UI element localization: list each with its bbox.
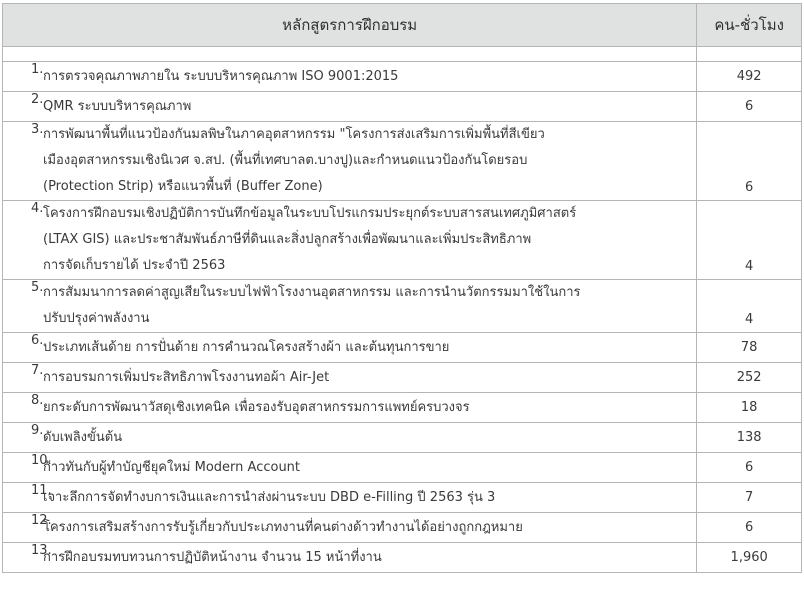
- course-item: [3, 543, 696, 572]
- course-title-line: ยกระดับการพัฒนาวัสดุเชิงเทคนิค เพื่อรองรับอุตสาหกรรมการแพทย์ครบวงจร: [43, 400, 470, 415]
- header-row: [3, 4, 802, 47]
- course-title: [43, 201, 696, 279]
- course-cell: [3, 122, 697, 201]
- table-row: [3, 393, 802, 423]
- hours-cell: 7: [697, 483, 802, 513]
- spacer-cell: [3, 47, 697, 62]
- course-title: [43, 543, 696, 572]
- course-title-line: ปรับปรุงค่าพลังงาน: [43, 311, 150, 326]
- table-row: [3, 92, 802, 122]
- course-title-line: การฝึกอบรมทบทวนการปฏิบัติหน้างาน จำนวน 15 หน้าที่งาน: [43, 550, 382, 565]
- course-title: [43, 92, 696, 121]
- row-number: 3.: [31, 122, 44, 137]
- course-cell: [3, 280, 697, 333]
- course-title-line: ดับเพลิงขั้นต้น: [43, 430, 123, 445]
- row-number: 4.: [31, 201, 44, 216]
- course-title: [43, 423, 696, 452]
- course-title-line: การอบรมการเพิ่มประสิทธิภาพโรงงานทอผ้า Air-Jet: [43, 370, 330, 385]
- course-title-line: QMR ระบบบริหารคุณภาพ: [43, 99, 192, 114]
- course-title-line: เจาะลึกการจัดทำงบการเงินและการนำส่งผ่านระบบ DBD e-Filling ปี 2563 รุ่น 3: [43, 490, 496, 505]
- course-title: [43, 122, 696, 200]
- hours-cell: 4: [697, 201, 802, 280]
- hours-cell: 6: [697, 453, 802, 483]
- row-number: 12.: [31, 513, 52, 528]
- course-title: [43, 62, 696, 91]
- course-title-line: เมืองอุตสาหกรรมเชิงนิเวศ จ.สป. (พื้นที่เทศบาลต.บางปู)และกำหนดแนวป้องกันโดยรอบ: [43, 153, 528, 168]
- table-row: [3, 363, 802, 393]
- hours-cell: 6: [697, 122, 802, 201]
- course-cell: [3, 333, 697, 363]
- header-hours: คน-ชั่วโมง: [697, 4, 802, 47]
- course-item: [3, 423, 696, 452]
- course-item: [3, 453, 696, 482]
- course-item: [3, 122, 696, 200]
- course-cell: [3, 92, 697, 122]
- course-title: [43, 280, 696, 332]
- course-title-line: (LTAX GIS) และประชาสัมพันธ์ภาษีที่ดินและสิ่งปลูกสร้างเพื่อพัฒนาและเพิ่มประสิทธิภาพ: [43, 232, 532, 247]
- course-title: [43, 483, 696, 512]
- course-title: [43, 513, 696, 542]
- course-title: [43, 363, 696, 392]
- row-number: 13.: [31, 543, 52, 558]
- hours-cell: 6: [697, 513, 802, 543]
- hours-cell: 252: [697, 363, 802, 393]
- spacer-row: [3, 47, 802, 62]
- table-row: [3, 62, 802, 92]
- course-title: [43, 333, 696, 362]
- course-cell: [3, 62, 697, 92]
- course-item: [3, 92, 696, 121]
- table-row: [3, 122, 802, 201]
- table-row: [3, 513, 802, 543]
- row-number: 1.: [31, 62, 44, 77]
- course-item: [3, 393, 696, 422]
- course-item: [3, 280, 696, 332]
- table-row: [3, 333, 802, 363]
- course-item: [3, 363, 696, 392]
- course-title-line: ประเภทเส้นด้าย การปั่นด้าย การคำนวณโครงสร้างผ้า และต้นทุนการขาย: [43, 340, 450, 355]
- row-number: 8.: [31, 393, 44, 408]
- course-title: [43, 393, 696, 422]
- hours-cell: 138: [697, 423, 802, 453]
- course-title-line: การพัฒนาพื้นที่แนวป้องกันมลพิษในภาคอุตสาหกรรม "โครงการส่งเสริมการเพิ่มพื้นที่สีเขียว: [43, 127, 545, 142]
- hours-cell: 78: [697, 333, 802, 363]
- table-row: [3, 280, 802, 333]
- course-cell: [3, 393, 697, 423]
- course-cell: [3, 363, 697, 393]
- course-item: [3, 513, 696, 542]
- row-number: 6.: [31, 333, 44, 348]
- course-title-line: การจัดเก็บรายได้ ประจำปี 2563: [43, 258, 226, 273]
- course-item: [3, 201, 696, 279]
- hours-cell: 492: [697, 62, 802, 92]
- course-item: [3, 483, 696, 512]
- course-cell: [3, 513, 697, 543]
- row-number: 10.: [31, 453, 52, 468]
- course-cell: [3, 423, 697, 453]
- hours-cell: 4: [697, 280, 802, 333]
- course-cell: [3, 201, 697, 280]
- row-number: 9.: [31, 423, 44, 438]
- course-title-line: ก้าวทันกับผู้ทำบัญชียุคใหม่ Modern Account: [43, 460, 301, 475]
- course-cell: [3, 543, 697, 573]
- course-item: [3, 333, 696, 362]
- table-row: [3, 543, 802, 573]
- table-row: [3, 453, 802, 483]
- table-row: [3, 201, 802, 280]
- course-cell: [3, 453, 697, 483]
- row-number: 7.: [31, 363, 44, 378]
- course-cell: [3, 483, 697, 513]
- training-courses-table: [2, 3, 802, 573]
- course-title: [43, 453, 696, 482]
- row-number: 2.: [31, 92, 44, 107]
- course-title-line: (Protection Strip) หรือแนวพื้นที่ (Buffer Zone): [43, 179, 323, 194]
- table-row: [3, 423, 802, 453]
- course-title-line: โครงการฝึกอบรมเชิงปฏิบัติการบันทึกข้อมูลในระบบโปรแกรมประยุกต์ระบบสารสนเทศภูมิศาสตร์: [43, 206, 577, 221]
- row-number: 5.: [31, 280, 44, 295]
- course-title-line: โครงการเสริมสร้างการรับรู้เกี่ยวกับประเภทงานที่คนต่างด้าวทำงานได้อย่างถูกกฎหมาย: [43, 520, 523, 535]
- course-title-line: การสัมมนาการลดค่าสูญเสียในระบบไฟฟ้าโรงงานอุตสาหกรรม และการนำนวัตกรรมมาใช้ในการ: [43, 285, 581, 300]
- course-title-line: การตรวจคุณภาพภายใน ระบบบริหารคุณภาพ ISO 9001:2015: [43, 69, 399, 84]
- course-item: [3, 62, 696, 91]
- spacer-cell: [697, 47, 802, 62]
- table-body: [3, 47, 802, 573]
- hours-cell: 18: [697, 393, 802, 423]
- row-number: 11.: [31, 483, 52, 498]
- hours-cell: 6: [697, 92, 802, 122]
- hours-cell: 1,960: [697, 543, 802, 573]
- header-course: หลักสูตรการฝึกอบรม: [3, 4, 697, 47]
- table-row: [3, 483, 802, 513]
